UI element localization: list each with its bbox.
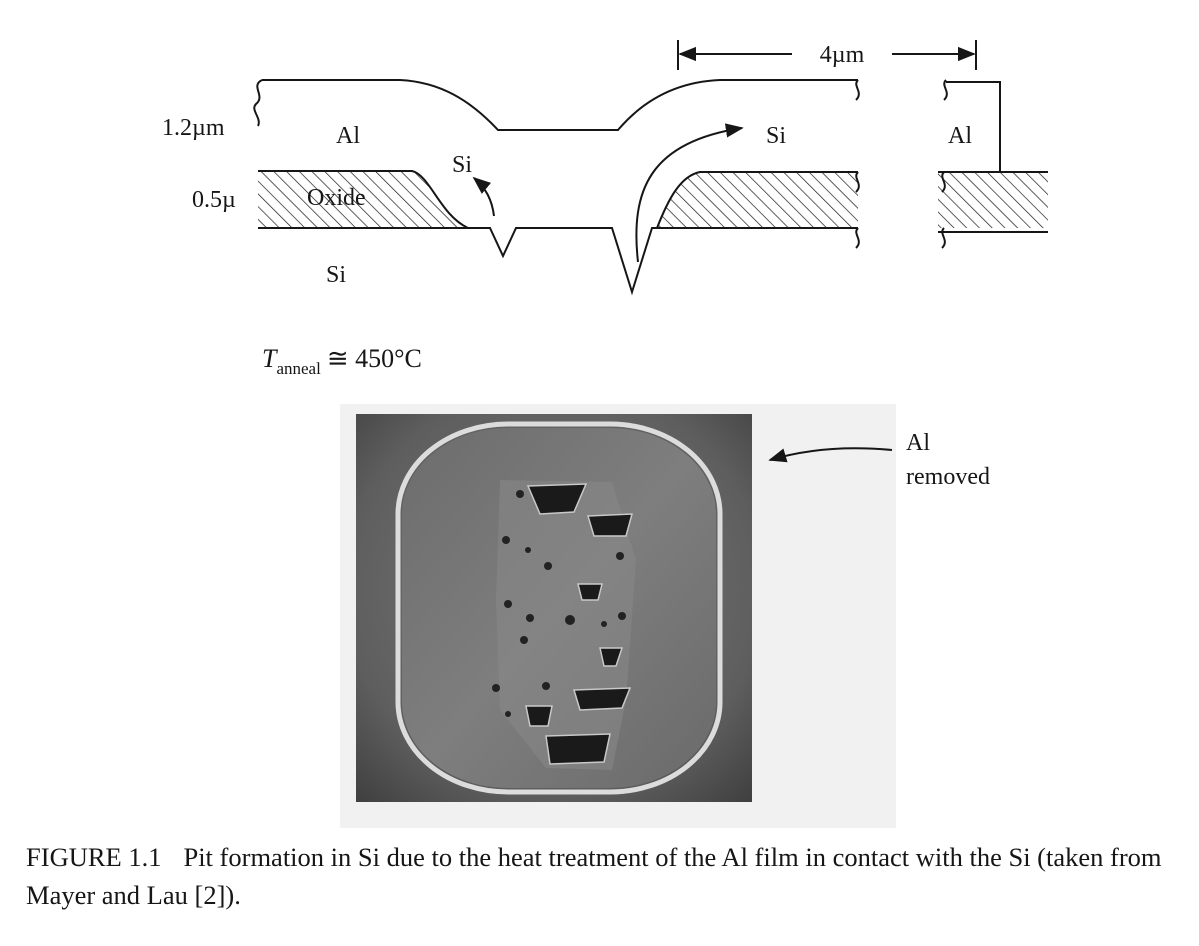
- small-pit: [565, 615, 575, 625]
- small-pit: [618, 612, 626, 620]
- small-pit: [504, 600, 512, 608]
- small-pit: [505, 711, 511, 717]
- anneal-temperature: [262, 344, 422, 378]
- small-pit: [526, 614, 534, 622]
- al-right-label: Al: [948, 123, 972, 149]
- si-small-arrow-label: Si: [452, 152, 473, 178]
- dimension-label: 4µm: [819, 42, 865, 68]
- pit: [526, 706, 552, 726]
- al-break-left: [254, 80, 262, 126]
- si-large-arrow-label: Si: [766, 123, 787, 149]
- al-removed-label-line2: removed: [906, 464, 990, 490]
- small-pit: [542, 682, 550, 690]
- si-interface-line: [258, 228, 858, 292]
- small-pit: [616, 552, 624, 560]
- small-pit: [492, 684, 500, 692]
- oxide-label: Oxide: [307, 185, 366, 211]
- small-pit: [525, 547, 531, 553]
- small-pit: [601, 621, 607, 627]
- figure-caption: [26, 838, 1176, 914]
- al-removed-label-line1: Al: [906, 430, 930, 456]
- pit: [578, 584, 602, 600]
- pit: [588, 514, 632, 536]
- sem-micrograph: [340, 404, 896, 828]
- pit: [546, 734, 610, 764]
- si-diffusion-arrow-small: [474, 178, 494, 216]
- anneal-symbol: T: [262, 344, 277, 373]
- caption-text: Pit formation in Si due to the heat treatment of the Al film in contact with the Si (taken from Mayer and Lau [2]).: [26, 842, 1162, 910]
- anneal-relation: ≅ 450°C: [326, 344, 422, 373]
- cross-section-diagram: [254, 40, 1048, 292]
- al-left-label: Al: [336, 123, 360, 149]
- oxide-right-region: [657, 172, 858, 228]
- oxide-thickness-label: 0.5µ: [192, 187, 236, 213]
- small-pit: [520, 636, 528, 644]
- pit: [574, 688, 630, 710]
- anneal-subscript: anneal: [276, 359, 321, 378]
- si-substrate-label: Si: [326, 262, 347, 288]
- small-pit: [516, 490, 524, 498]
- small-pit: [544, 562, 552, 570]
- figure-number: FIGURE 1.1: [26, 842, 162, 872]
- interface-break-right-1: [856, 228, 859, 248]
- oxide-far-right-region: [938, 172, 1048, 228]
- al-break-right-1: [856, 80, 859, 100]
- al-thickness-label: 1.2µm: [162, 115, 225, 141]
- small-pit: [502, 536, 510, 544]
